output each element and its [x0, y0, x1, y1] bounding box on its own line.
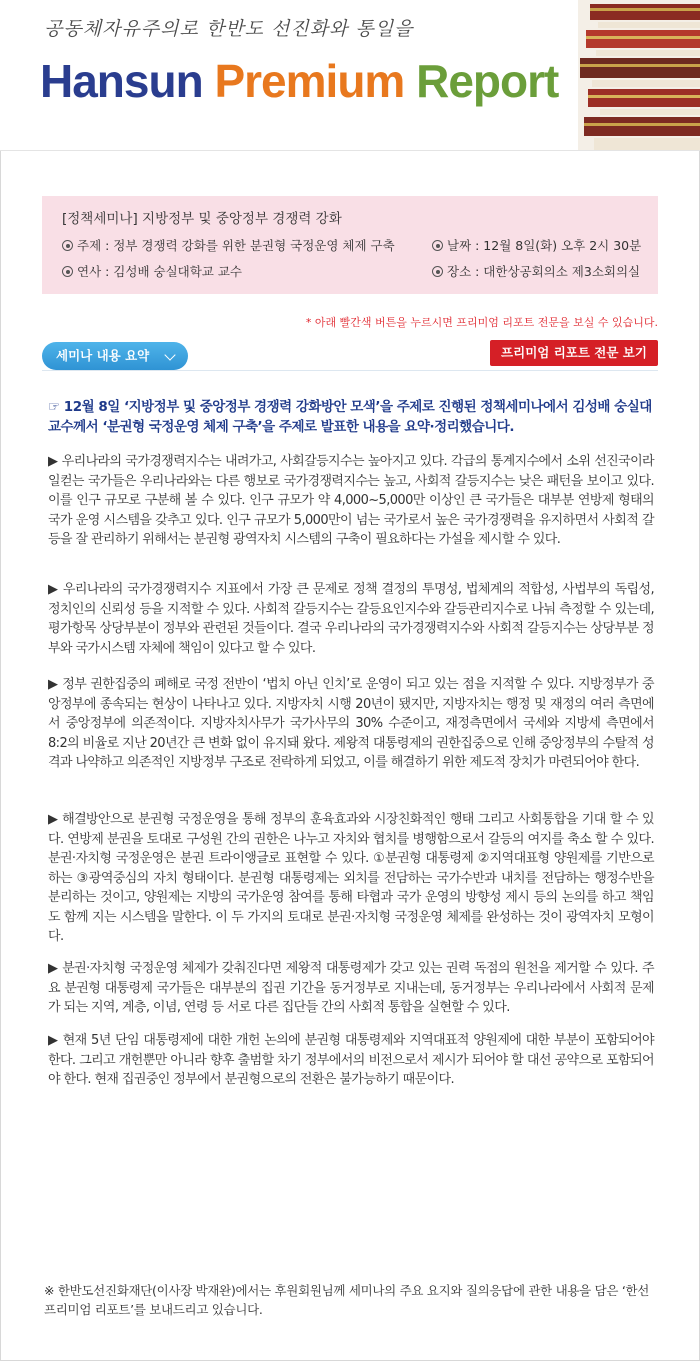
- brand-word-premium: Premium: [214, 55, 405, 107]
- seminar-topic: [62, 236, 395, 254]
- seminar-speaker-text: 연사 : 김성배 숭실대학교 교수: [77, 264, 243, 279]
- report-header: [0, 0, 700, 150]
- seminar-info-box: [42, 196, 658, 294]
- seminar-date-text: 날짜 : 12월 8일(화) 오후 2시 30분: [447, 238, 642, 253]
- seminar-speaker: [62, 262, 242, 280]
- bullet-icon: [432, 240, 443, 251]
- seminar-title: [정책세미나] 지방정부 및 중앙정부 경쟁력 강화: [62, 211, 342, 227]
- full-report-notice: * 아래 빨간색 버튼을 누르시면 프리미엄 리포트 전문을 보실 수 있습니다.: [305, 316, 658, 329]
- seminar-topic-text: 주제 : 정부 경쟁력 강화를 위한 분권형 국정운영 체제 구축: [77, 238, 395, 253]
- bullet-icon: [432, 266, 443, 277]
- header-divider: [0, 150, 700, 151]
- summary-paragraph-2: ▶ 우리나라의 국가경쟁력지수 지표에서 가장 큰 문제로 정책 결정의 투명성, 법체계의 적합성, 사법부의 독립성, 정치인의 신뢰성 등을 지적할 수 있다. 사회적 갈등지수는 갈등요인지수와 갈등관리지수로 나눠 측정할 수 있는데, 평가항목 상당부분이 정부와 관련된 것들이다. 결국 우리나라의 국가경쟁력지수와 사회적 갈등지수는 상당부분 정부와 국가시스템 자체에 책임이 있다고 할 수 있다.: [48, 582, 654, 656]
- brand-logo: [40, 54, 558, 108]
- section-divider: [42, 370, 658, 371]
- chevron-down-icon: [164, 349, 175, 360]
- brand-word-report: Report: [416, 55, 559, 107]
- summary-paragraph-4: ▶ 해결방안으로 분권형 국정운영을 통해 정부의 훈육효과와 시장친화적인 행태 그리고 사회통합을 기대 할 수 있다. 연방제 분권을 토대로 구성원 간의 권한은 나누고 자치와 협치를 병행함으로서 갈등의 여지를 축소 할 수 있다. 분권·자치형 국정운영은 분권 트라이앵글로 표현할 수 있다. ①분권형 대통령제 ②지역대표형 양원제를 기반으로 하는 ③광역중심의 자치 형태이다. 분권형 대통령제는 외치를 전담하는 국가수반과 내치를 전담하는 행정수반을 분리하는 것이고, 양원제는 지방의 국가운영 참여를 통해 타협과 국가 운영의 방향성 제시 등의 논의를 하고 책임도 함께 지는 시스템을 말한다. 이 두 가지의 토대로 분권·자치형 국정운영 체제를 완성하는 것이 광역자치 모형이다.: [48, 812, 654, 944]
- summary-tab[interactable]: [42, 342, 188, 370]
- footnote: ※ 한반도선진화재단(이사장 박재완)에서는 후원회원님께 세미나의 주요 요지와 질의응답에 관한 내용을 담은 ‘한선 프리미엄 리포트’를 보내드리고 있습니다.: [44, 1283, 650, 1317]
- summary-paragraph-5: ▶ 분권·자치형 국정운영 체제가 갖춰진다면 제왕적 대통령제가 갖고 있는 권력 독점의 원천을 제거할 수 있다. 주요 분권형 대통령제 국가들은 대부분의 집권 기간을 동거정부로 지내는데, 동거정부는 우리나라에서 사회적 문제가 되는 지역, 계층, 이념, 연령 등 서로 다른 집단들 간의 사회적 통합을 실현할 수 있다.: [48, 961, 654, 1015]
- seminar-date: [432, 236, 641, 254]
- full-report-button[interactable]: 프리미엄 리포트 전문 보기: [490, 340, 658, 366]
- summary-paragraph-3: ▶ 정부 권한집중의 폐해로 국정 전반이 ‘법치 아닌 인치’로 운영이 되고 있는 점을 지적할 수 있다. 지방정부가 중앙정부에 종속되는 현상이 나타나고 있다. 지방자치 시행 20년이 됐지만, 지방자치는 행정 및 재정의 여러 측면에서 중앙정부에 의존적이다. 지방자치사무가 국가사무의 30% 수준이고, 재정측면에서 국세와 지방세 측면에서 8:2의 비율로 지난 20년간 큰 변화 없이 유지돼 왔다. 제왕적 대통령제의 권한집중으로 인해 중앙정부의 수탈적 성격과 나약하고 의존적인 지방정부 구조로 전락하게 되었고, 이를 해결하기 위한 제도적 장치가 마련되어야 한다.: [48, 677, 654, 770]
- bullet-icon: [62, 240, 73, 251]
- summary-paragraph-1: ▶ 우리나라의 국가경쟁력지수는 내려가고, 사회갈등지수는 높아지고 있다. 각급의 통계지수에서 소위 선진국이라 일컫는 국가들은 우리나라와는 다른 행보로 국가경쟁력지수는 높고, 사회적 갈등지수는 낮은 패턴을 보이고 있다. 이를 인구 규모로 구분해 볼 수 있다. 인구 규모가 약 4,000~5,000만 이상인 큰 국가들은 대부분 연방제 형태의 국가 운영 시스템을 갖추고 있다. 인구 규모가 5,000만이 넘는 국가로서 높은 국가경쟁력을 유지하면서 사회적 갈등을 잘 관리하기 위해서는 분권형 광역자치 시스템의 구축이 필요하다는 가설을 제시할 수 있다.: [48, 454, 654, 547]
- brand-word-hansun: Hansun: [40, 55, 203, 107]
- seminar-place: [432, 262, 640, 280]
- summary-paragraph-6: ▶ 현재 5년 단임 대통령제에 대한 개헌 논의에 분권형 대통령제와 지역대표적 양원제에 대한 부분이 포함되어야 한다. 그리고 개헌뿐만 아니라 향후 출범할 차기 정부에서의 비전으로서 제시가 되어야 할 대선 공약으로 포함되어야 한다. 현재 집권중인 정부에서 분권형으로의 전환은 불가능하기 때문이다.: [48, 1033, 654, 1087]
- slogan: 공동체자유주의로 한반도 선진화와 통일을: [44, 18, 414, 40]
- books-illustration-icon: [570, 0, 700, 150]
- seminar-place-text: 장소 : 대한상공회의소 제3소회의실: [447, 264, 641, 279]
- summary-intro: ☞ 12월 8일 ‘지방정부 및 중앙정부 경쟁력 강화방안 모색’을 주제로 진행된 정책세미나에서 김성배 숭실대 교수께서 ‘분권형 국정운영 체제 구축’을 주제로 발표한 내용을 요약·정리했습니다.: [48, 399, 652, 435]
- summary-tab-label: 세미나 내용 요약: [56, 348, 150, 363]
- bullet-icon: [62, 266, 73, 277]
